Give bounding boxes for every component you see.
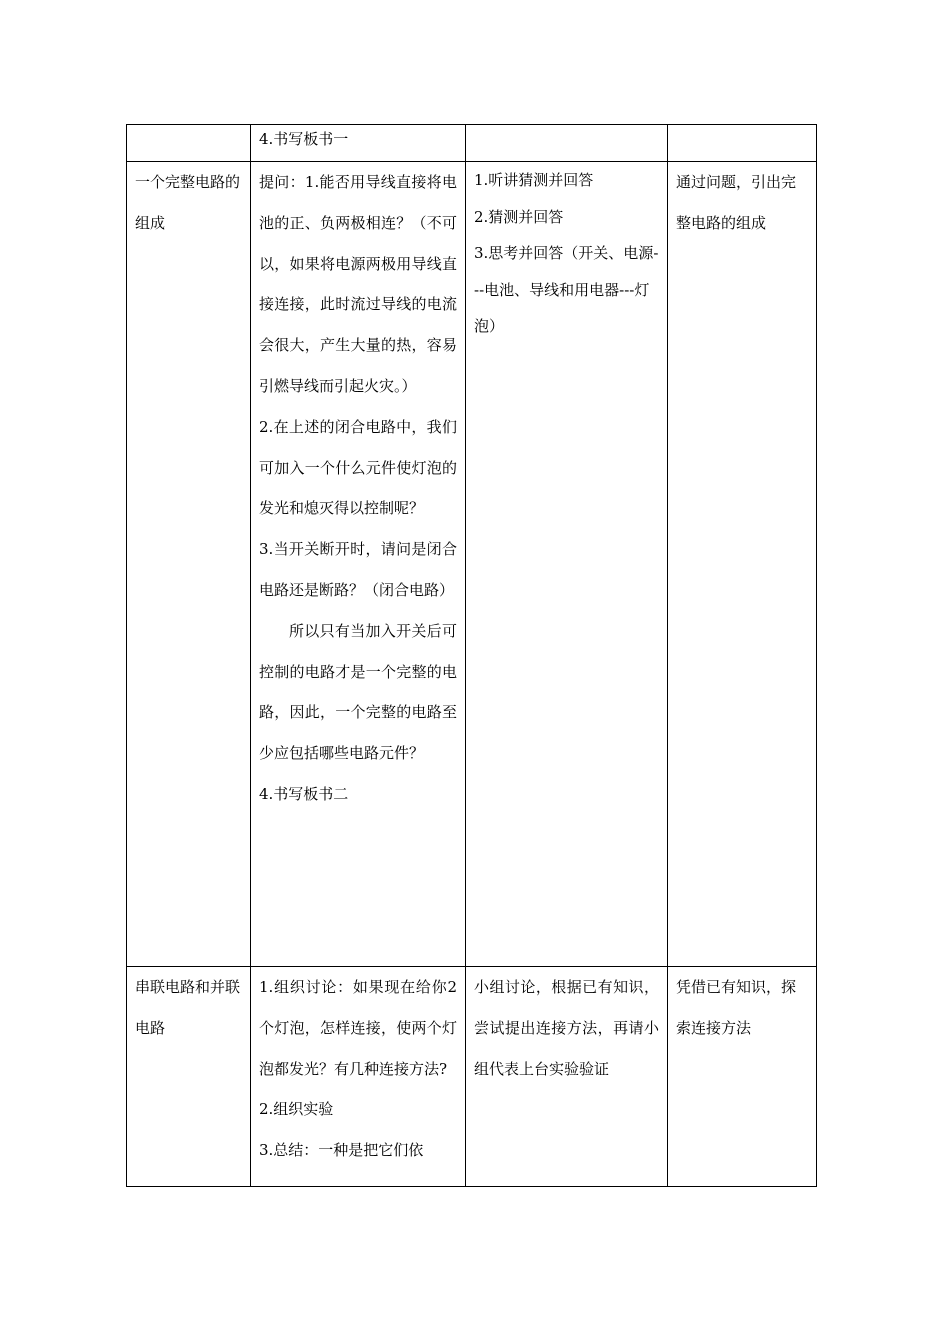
teacher-text: 2.在上述的闭合电路中，我们可加入一个什么元件使灯泡的发光和熄灭得以控制呢？ <box>259 417 457 518</box>
teacher-text: 3.当开关断开时，请问是闭合电路还是断路？（闭合电路） <box>259 540 457 599</box>
intent-text: 凭借已有知识，探索连接方法 <box>676 978 797 1037</box>
table-row <box>127 967 817 1187</box>
teacher-text: 4.书写板书二 <box>259 784 349 803</box>
student-text: 2.猜测并回答 <box>474 207 564 226</box>
intent-cell <box>668 967 817 1187</box>
intent-text <box>676 125 808 129</box>
stage-cell <box>127 162 251 967</box>
student-text <box>474 125 659 129</box>
student-cell <box>466 162 668 967</box>
teacher-text: 所以只有当加入开关后可控制的电路才是一个完整的电路，因此，一个完整的电路至少应包括哪些电路元件？ <box>259 621 457 763</box>
table-row <box>127 125 817 162</box>
teacher-text: 1.组织讨论：如果现在给你2个灯泡，怎样连接，使两个灯泡都发光？有几种连接方法? <box>259 978 457 1078</box>
student-text: 小组讨论，根据已有知识，尝试提出连接方法，再请小组代表上台实验验证 <box>474 978 659 1078</box>
student-text: 3.思考并回答（开关、电源---电池、导线和用电器---灯泡） <box>474 244 659 335</box>
teacher-text: 3.总结：一种是把它们依 <box>259 1141 424 1160</box>
teacher-text: 4.书写板书一 <box>259 130 349 148</box>
student-cell <box>466 967 668 1187</box>
teacher-text: 提问：1.能否用导线直接将电池的正、负两极相连？（不可以，如果将电源两极用导线直接连接，此时流过导线的电流会很大，产生大量的热，容易引燃导线而引起火灾。） <box>259 173 457 395</box>
stage-cell <box>127 967 251 1187</box>
teacher-cell <box>251 967 466 1187</box>
intent-cell <box>668 162 817 967</box>
stage-cell <box>127 125 251 162</box>
intent-cell <box>668 125 817 162</box>
stage-text: 一个完整电路的组成 <box>135 173 241 232</box>
teacher-cell <box>251 162 466 967</box>
lesson-plan-table <box>126 124 817 1187</box>
intent-text: 通过问题，引出完整电路的组成 <box>676 173 797 232</box>
student-cell <box>466 125 668 162</box>
teacher-text: 2.组织实验 <box>259 1100 334 1119</box>
teacher-cell <box>251 125 466 162</box>
table-row <box>127 162 817 967</box>
stage-text: 串联电路和并联电路 <box>135 978 241 1037</box>
student-text: 1.听讲猜测并回答 <box>474 171 594 189</box>
